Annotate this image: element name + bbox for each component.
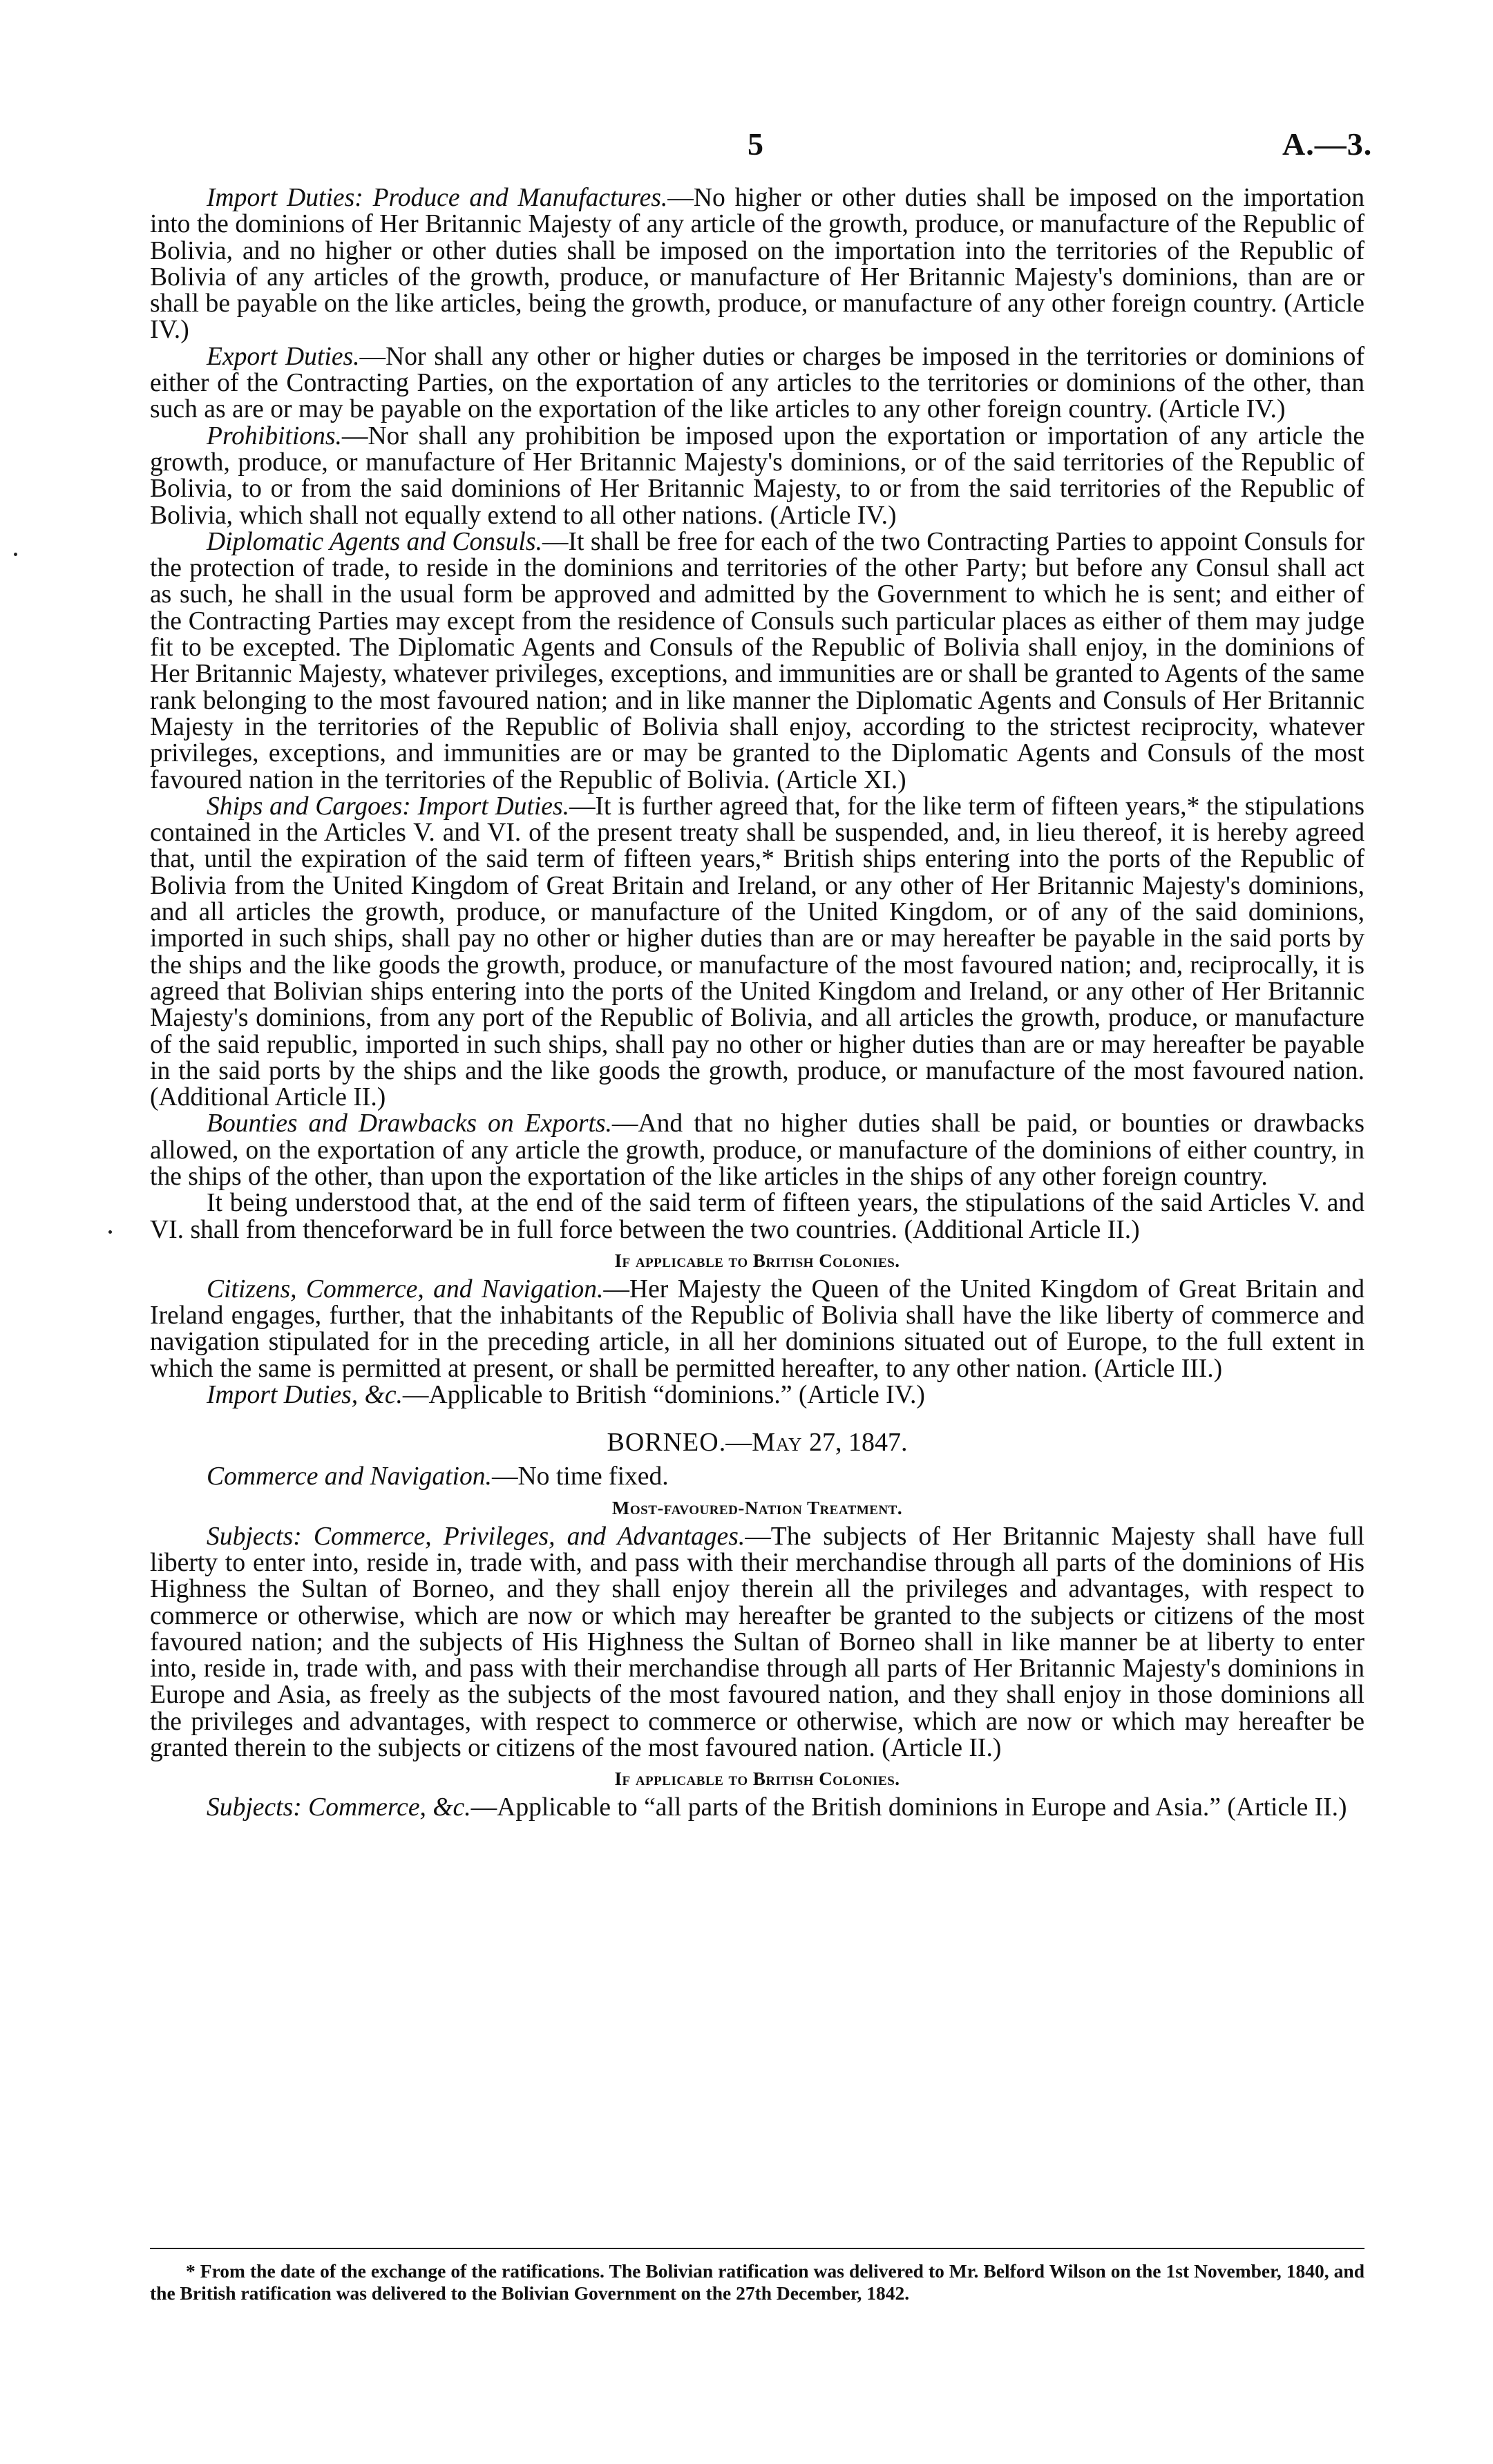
heading-date: 27, 1847. <box>802 1428 908 1458</box>
paragraph-lead: Bounties and Drawbacks on Exports. <box>207 1109 612 1138</box>
paragraph-text: —And that no higher duties shall be paid, or bounties or drawbacks allowed, on the exportation of any article the growth, produce, or manufacture of the dominions of either country, in the ships of the other, than upon the exportation of the like articles in the ships of any other foreign country. <box>150 1109 1364 1191</box>
paragraph-text: It being understood that, at the end of the said term of fifteen years, the stipulations of the said Articles V. and VI. shall from thenceforward be in full force between the two countries. (Additional Article II.) <box>150 1189 1364 1244</box>
paragraph-text: —No higher or other duties shall be imposed on the importation into the dominions of Her Britannic Majesty of any article of the growth, produce, or manufacture of the Republic of Bolivia, and no higher or other duties shall be imposed on the importation into the territories of the Republic of Bolivia of any articles of the growth, produce, or manufacture of Her Britannic Majesty's dominions, than are or shall be payable on the like articles, being the growth, produce, or manufacture of any other foreign country. (Article IV.) <box>150 184 1364 345</box>
paragraph-text: —Applicable to “all parts of the British dominions in Europe and Asia.” (Article II.) <box>470 1793 1347 1822</box>
paragraph-borneo-subjects-colonies <box>150 1795 1364 1821</box>
paragraph-import-duties <box>150 185 1364 344</box>
paragraph-text: —Nor shall any prohibition be imposed upon the exportation or importation of any article the growth, produce, or manufacture of Her Britannic Majesty's dominions, or of the said territories of the Republic of Bolivia, to or from the said dominions of Her Britannic Majesty, to or from the said territories of the Republic of Bolivia, which shall not equally extend to all other nations. (Article IV.) <box>150 421 1364 530</box>
paragraph-text: —The subjects of Her Britannic Majesty shall have full liberty to enter into, reside in, trade with, and pass with their merchandise through all parts of the dominions of His Highness the Sultan of Borneo, and they shall enjoy therein all the privileges and advantages, with respect to commerce or otherwise, which are now or which may hereafter be granted to the subjects or citizens of the most favoured nation; and the subjects of His Highness the Sultan of Borneo shall in like manner be at liberty to enter into, reside in, trade with, and pass with their merchandise through all parts of Her Britannic Majesty's dominions in Europe and Asia, as freely as the subjects of the most favoured nation, and they shall enjoy in those dominions all the privileges and advantages, with respect to commerce or otherwise, which are now or which may hereafter be granted therein to the subjects or citizens of the most favoured nation. (Article II.) <box>150 1522 1364 1763</box>
paragraph-lead: Prohibitions. <box>207 421 342 450</box>
paragraph-lead: Citizens, Commerce, and Navigation. <box>207 1274 604 1303</box>
paragraph-text: —Applicable to British “dominions.” (Article IV.) <box>402 1381 925 1410</box>
paragraph-text: —It shall be free for each of the two Contracting Parties to appoint Consuls for the protection of trade, to reside in the dominions and territories of the other Party; but before any Consul shall act as such, he shall in the usual form be approved and admitted by the Government to which he is sent; and either of the Contracting Parties may except from the residence of Consuls such particular places as either of them may judge fit to be excepted. The Diplomatic Agents and Consuls of the Republic of Bolivia shall enjoy, in the dominions of Her Britannic Majesty, whatever privileges, exceptions, and immunities are or shall be granted to Agents of the same rank belonging to the most favoured nation; and in like manner the Diplomatic Agents and Consuls of Her Britannic Majesty in the territories of the Republic of Bolivia shall enjoy, according to the strictest reciprocity, whatever privileges, exceptions, and immunities are or may be granted to the Diplomatic Agents and Consuls of the most favoured nation in the territories of the Republic of Bolivia. (Article XI.) <box>150 527 1364 794</box>
paragraph-ships-and-cargoes <box>150 794 1364 1111</box>
heading-month: May <box>752 1428 803 1458</box>
paragraph-bounties-drawbacks <box>150 1111 1364 1190</box>
paragraph-lead: Import Duties: Produce and Manufactures. <box>207 184 668 212</box>
paragraph-lead: Commerce and Navigation. <box>207 1462 492 1491</box>
paragraph-text: —No time fixed. <box>491 1462 669 1491</box>
paragraph-lead: Export Duties. <box>207 342 360 371</box>
footnote-divider <box>150 2248 1364 2249</box>
page-header <box>0 126 1493 181</box>
document-reference: A.—3. <box>1282 126 1373 162</box>
heading-separator: .— <box>719 1428 752 1458</box>
paragraph-text: —Nor shall any other or higher duties or charges be imposed in the territories or dominions of either of the Contracting Parties, on the exportation of any articles to the territories or dominions of the other, than such as are or may be payable on the exportation of the like articles to any other foreign country. (Article IV.) <box>150 342 1364 424</box>
paragraph-term-understanding <box>150 1190 1364 1243</box>
paragraph-prohibitions <box>150 423 1364 529</box>
paragraph-text: —Her Majesty the Queen of the United Kingdom of Great Britain and Ireland engages, further, that the inhabitants of the Republic of Bolivia shall have the like liberty of commerce and navigation stipulated for in the preceding article, in all her dominions situated out of Europe, to the full extent in which the same is permitted at present, or shall be permitted hereafter, to any other nation. (Article III.) <box>150 1274 1364 1383</box>
paragraph-lead: Subjects: Commerce, &c. <box>207 1793 471 1822</box>
paragraph-lead: Import Duties, &c. <box>207 1381 403 1410</box>
margin-speck <box>14 553 17 556</box>
heading-country: BORNEO <box>607 1428 719 1458</box>
paragraph-import-duties-colonies <box>150 1382 1364 1408</box>
paragraph-export-duties <box>150 344 1364 423</box>
paragraph-diplomatic-agents <box>150 529 1364 794</box>
page-number: 5 <box>748 126 763 162</box>
paragraph-citizens-commerce <box>150 1274 1364 1383</box>
paragraph-borneo-commerce <box>150 1464 1364 1490</box>
caption-british-colonies-borneo: If applicable to British Colonies. <box>614 1768 900 1790</box>
paragraph-lead: Diplomatic Agents and Consuls. <box>207 527 542 556</box>
paragraph-lead: Ships and Cargoes: Import Duties. <box>207 792 569 821</box>
paragraph-lead: Subjects: Commerce, Privileges, and Advantages. <box>207 1522 745 1551</box>
paragraph-text: —It is further agreed that, for the like term of fifteen years,* the stipulations contained in the Articles V. and VI. of the present treaty shall be suspended, and, in lieu thereof, it is hereby agreed that, until the expiration of the said term of fifteen years,* British ships entering into the ports of the Republic of Bolivia from the United Kingdom of Great Britain and Ireland, or any other of Her Britannic Majesty's dominions, and all articles the growth, produce, or manufacture of the United Kingdom, or of any of the said dominions, imported in such ships, shall pay no other or higher duties than are or may hereafter be payable in the said ports by the ships and the like goods the growth, produce, or manufacture of the most favoured nation; and, reciprocally, it is agreed that Bolivian ships entering into the ports of the United Kingdom and Ireland, or any other of Her Britannic Majesty's dominions, from any port of the Republic of Bolivia, and all articles the growth, produce, or manufacture of the said republic, imported in such ships, shall pay no other or higher duties than are or may hereafter be payable in the said ports by the ships and the like goods the growth, produce, or manufacture of the most favoured nation. (Additional Article II.) <box>150 792 1365 1112</box>
caption-british-colonies: If applicable to British Colonies. <box>614 1250 900 1271</box>
footnote: * From the date of the exchange of the ratifications. The Bolivian ratification was delivered to Mr. Belford Wilson on the 1st November, 1840, and the British ratification was delivered to the Bolivian Government on the 27th December, 1842. <box>150 2260 1364 2304</box>
page-body <box>150 185 1364 1822</box>
margin-speck <box>108 1230 112 1234</box>
section-heading-borneo <box>150 1428 1364 1457</box>
paragraph-borneo-subjects <box>150 1524 1364 1762</box>
caption-most-favoured-nation: Most-favoured-Nation Treatment. <box>611 1497 903 1518</box>
